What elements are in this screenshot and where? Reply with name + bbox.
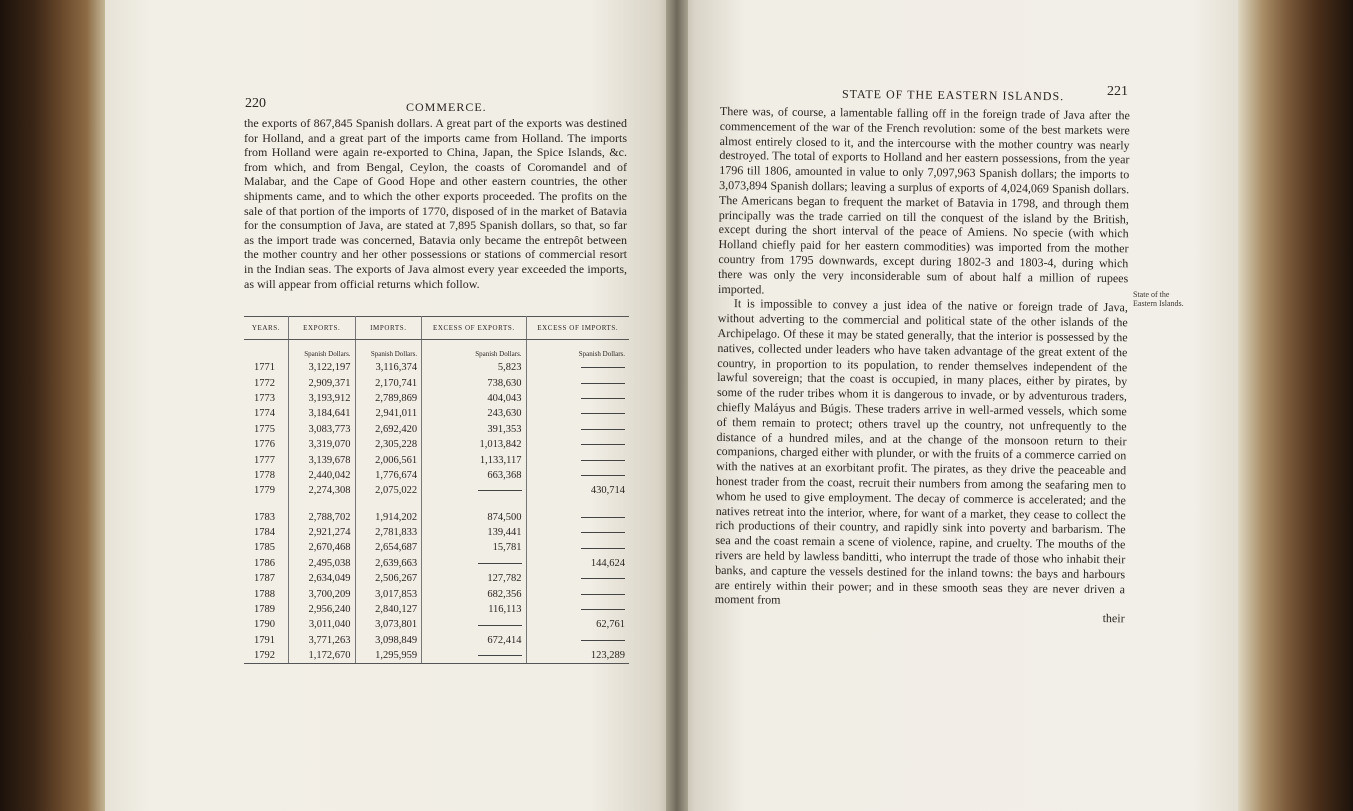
table-row: [244, 525, 629, 540]
empty-dash: [581, 413, 625, 414]
right-paragraph-2: It is impossible to convey a just idea of the native or foreign trade of Java, without adverting to the commercial and political state of the other islands of the Archipelago. Of these it may be stated generally, that the interior is possessed by the natives, collected under leaders who have taken advantage of the great extent of the country, in proportion to its population, to render themselves independent of the lawful sovereign; that the coast is occupied, in many places, either by pirates, by some of the ruder tribes whom it is dangerous to invade, or by adventurous traders, chiefly Maláyus and Búgis. These traders arrive in well-armed vessels, which some of them remain to protect; others travel up the country, not unfrequently to the distance of a hundred miles, and at the change of the monsoon return to their companions, charged either with plunder, or with the fruits of a commerce carried on with the natives at an exorbitant profit. The pirates, as they drive the peaceable and honest trader from the coast, recruit their numbers from among the seafaring men to whom he used to give employment. The decay of commerce is accelerated; and the natives retreat into the interior, where, for want of a market, they cease to collect the rich productions of their country, and rapidly sink into poverty and barbarism. The sea and the coast remain a scene of violence, rapine, and cruelty. The mouths of the rivers are held by lawless banditti, who interrupt the trade of those who inhabit their banks, and capture the vessels destined for the inland towns: the bays and harbours are entirely within their power; and in these smooth seas they are never driven a moment from: [714, 296, 1128, 607]
value-cell: 3,011,040: [289, 617, 356, 632]
empty-dash: [581, 367, 625, 368]
value-cell: 391,353: [422, 422, 526, 437]
value-cell: 1,295,959: [355, 648, 422, 664]
value-cell: 874,500: [422, 510, 526, 525]
col-header-excess-imports: EXCESS OF IMPORTS.: [526, 317, 629, 340]
right-body-text: [715, 104, 1130, 626]
empty-dash: [581, 475, 625, 476]
year-cell: 1789: [244, 602, 289, 617]
table-row: [244, 648, 629, 664]
value-cell: 2,170,741: [355, 375, 422, 390]
year-cell: 1787: [244, 571, 289, 586]
table-row: [244, 556, 629, 571]
value-cell: 2,840,127: [355, 602, 422, 617]
value-cell: [526, 375, 629, 390]
year-cell: 1786: [244, 556, 289, 571]
value-cell: 1,133,117: [422, 452, 526, 467]
table-row: [244, 510, 629, 525]
value-cell: 5,823: [422, 360, 526, 375]
catchword: their: [1102, 611, 1125, 626]
value-cell: 127,782: [422, 571, 526, 586]
year-cell: 1778: [244, 468, 289, 483]
table-row: [244, 437, 629, 452]
right-page-number: 221: [1107, 84, 1128, 99]
value-cell: 2,495,038: [289, 556, 356, 571]
empty-dash: [581, 460, 625, 461]
value-cell: 404,043: [422, 391, 526, 406]
value-cell: 144,624: [590, 557, 625, 569]
table-row: [244, 571, 629, 586]
value-cell: 2,305,228: [355, 437, 422, 452]
value-cell: [526, 360, 629, 375]
value-cell: 2,941,011: [355, 406, 422, 421]
right-paragraph-1: There was, of course, a lamentable falling off in the foreign trade of Java after the commencement of the war of the French revolution: some of the best markets were almost entirely closed to it, and the intercourse with the mother country was nearly destroyed. The total of exports to Holland and her eastern possessions, from the year 1796 till 1806, amounted in value to only 7,097,963 Spanish dollars; the imports to 3,073,894 Spanish dollars; leaving a surplus of exports of 4,024,069 Spanish dollars. The Americans began to frequent the market of Batavia in 1798, and through them principally was the trade carried on till the conquest of the island by the British, except during the short interval of the peace of Amiens. No specie (with which Holland chiefly paid for her eastern commodities) was imported from the mother country from 1795 downwards, except during 1802-3 and 1803-4, during which there was only the very inconsiderable sum of about half a million of rupees imported.: [717, 104, 1130, 297]
value-cell: 3,116,374: [355, 360, 422, 375]
year-cell: 1792: [244, 648, 289, 664]
value-cell: 3,139,678: [289, 452, 356, 467]
value-cell: 2,506,267: [355, 571, 422, 586]
trade-table: [244, 316, 629, 664]
value-cell: 2,789,869: [355, 391, 422, 406]
value-cell: 1,914,202: [355, 510, 422, 525]
value-cell: [526, 571, 629, 586]
book-edge-left: [0, 0, 115, 811]
value-cell: 2,075,022: [355, 483, 422, 498]
empty-dash: [581, 517, 625, 518]
value-cell: [526, 540, 629, 555]
value-cell: [526, 602, 629, 617]
value-cell: 2,692,420: [355, 422, 422, 437]
value-cell: 3,073,801: [355, 617, 422, 632]
value-cell: 3,098,849: [355, 633, 422, 648]
table-row: [244, 540, 629, 555]
left-running-head: COMMERCE.: [406, 100, 487, 114]
value-cell: 672,414: [422, 633, 526, 648]
table-row: [244, 633, 629, 648]
table-row: [244, 602, 629, 617]
value-cell: [526, 391, 629, 406]
value-cell: [526, 437, 629, 452]
year-cell: 1791: [244, 633, 289, 648]
empty-dash: [581, 578, 625, 579]
value-cell: [526, 468, 629, 483]
value-cell: 3,193,912: [289, 391, 356, 406]
year-cell: 1779: [244, 483, 289, 498]
empty-dash: [478, 655, 522, 656]
empty-dash: [581, 429, 625, 430]
empty-dash: [581, 444, 625, 445]
value-cell: [526, 452, 629, 467]
value-cell: 2,781,833: [355, 525, 422, 540]
value-cell: 1,776,674: [355, 468, 422, 483]
empty-dash: [581, 398, 625, 399]
table-row: [244, 617, 629, 632]
empty-dash: [478, 625, 522, 626]
value-cell: 123,289: [526, 648, 629, 664]
table-row: [244, 360, 629, 375]
value-cell: 116,113: [422, 602, 526, 617]
value-cell: 1,172,670: [289, 648, 356, 664]
value-cell: [526, 586, 629, 601]
table-header-row: [244, 317, 629, 340]
year-cell: 1785: [244, 540, 289, 555]
value-cell: 2,909,371: [289, 375, 356, 390]
value-cell: 682,356: [422, 586, 526, 601]
gap-cell: [526, 499, 629, 510]
value-cell: [422, 556, 526, 571]
empty-dash: [581, 640, 625, 641]
table-row: [244, 483, 629, 498]
value-cell: [526, 406, 629, 421]
book-edge-right: [1233, 0, 1353, 811]
value-cell: 2,670,468: [289, 540, 356, 555]
gap-cell: [289, 499, 356, 510]
year-cell: 1775: [244, 422, 289, 437]
col-header-years: YEARS.: [244, 317, 289, 340]
year-cell: 1772: [244, 375, 289, 390]
value-cell: 2,639,663: [355, 556, 422, 571]
value-cell: 243,630: [422, 406, 526, 421]
units-cell: Spanish Dollars.: [578, 350, 625, 358]
value-cell: 2,634,049: [289, 571, 356, 586]
col-header-exports: EXPORTS.: [289, 317, 356, 340]
empty-dash: [581, 383, 625, 384]
value-cell: 430,714: [590, 485, 625, 497]
empty-dash: [581, 548, 625, 549]
value-cell: 663,368: [422, 468, 526, 483]
year-cell: 1783: [244, 510, 289, 525]
empty-dash: [581, 532, 625, 533]
table-row: [244, 586, 629, 601]
group-gap: [244, 499, 629, 510]
value-cell: [422, 648, 526, 664]
gap-cell: [355, 499, 422, 510]
value-cell: [422, 617, 526, 632]
units-cell: Spanish Dollars.: [289, 340, 356, 361]
year-cell: 1777: [244, 452, 289, 467]
value-cell: 1,013,842: [422, 437, 526, 452]
units-cell: Spanish Dollars.: [355, 340, 422, 361]
value-cell: 15,781: [422, 540, 526, 555]
value-cell: 2,274,308: [289, 483, 356, 498]
value-cell: [422, 483, 526, 498]
empty-dash: [478, 563, 522, 564]
margin-note: State of the Eastern Islands.: [1133, 290, 1184, 308]
table-row: [244, 422, 629, 437]
value-cell: 3,122,197: [289, 360, 356, 375]
table-row: [244, 391, 629, 406]
book-gutter: [666, 0, 688, 811]
value-cell: 3,700,209: [289, 586, 356, 601]
year-cell: 1790: [244, 617, 289, 632]
left-body-text: [244, 116, 627, 291]
value-cell: 2,956,240: [289, 602, 356, 617]
value-cell: 2,788,702: [289, 510, 356, 525]
empty-dash: [478, 490, 522, 491]
left-page-number: 220: [245, 96, 266, 111]
year-cell: 1784: [244, 525, 289, 540]
value-cell: 3,771,263: [289, 633, 356, 648]
year-cell: 1774: [244, 406, 289, 421]
value-cell: [526, 633, 629, 648]
empty-dash: [581, 594, 625, 595]
year-cell: 1788: [244, 586, 289, 601]
value-cell: 2,440,042: [289, 468, 356, 483]
year-cell: 1773: [244, 391, 289, 406]
table-row: [244, 406, 629, 421]
value-cell: 3,083,773: [289, 422, 356, 437]
year-cell: 1776: [244, 437, 289, 452]
table-row: [244, 468, 629, 483]
value-cell: 139,441: [422, 525, 526, 540]
right-running-head: STATE OF THE EASTERN ISLANDS.: [841, 86, 1065, 104]
value-cell: 62,761: [596, 619, 625, 631]
value-cell: [526, 422, 629, 437]
value-cell: [526, 525, 629, 540]
left-paragraph: the exports of 867,845 Spanish dollars. A great part of the exports was destined for Holland, and a great part of the imports came from Holland. The imports from Holland were again re-exported to China, Japan, the Spice Islands, &c. from which, and from Bengal, Ceylon, the coasts of Coromandel and of Malabar, and the Cape of Good Hope and other eastern countries, the other shipments came, and to which the other exports proceeded. The profits on the sale of that portion of the imports of 1770, disposed of in the market of Batavia for the consumption of Java, are stated at 7,895 Spanish dollars, so that, so far as the import trade was concerned, Batavia only became the entrepôt between the mother country and her other possessions or stations of commercial resort in the Indian seas. The exports of Java almost every year exceeded the imports, as will appear from official returns which follow.: [244, 116, 627, 291]
value-cell: 3,017,853: [355, 586, 422, 601]
gap-cell: [422, 499, 526, 510]
empty-dash: [581, 609, 625, 610]
value-cell: 738,630: [422, 375, 526, 390]
value-cell: [526, 510, 629, 525]
table-row: [244, 452, 629, 467]
value-cell: 2,006,561: [355, 452, 422, 467]
col-header-excess-exports: EXCESS OF EXPORTS.: [422, 317, 526, 340]
year-cell: 1771: [244, 360, 289, 375]
col-header-imports: IMPORTS.: [355, 317, 422, 340]
value-cell: 2,921,274: [289, 525, 356, 540]
table-row: [244, 375, 629, 390]
value-cell: 3,319,070: [289, 437, 356, 452]
gap-cell: [244, 499, 289, 510]
units-cell: Spanish Dollars.: [422, 340, 526, 361]
value-cell: 3,184,641: [289, 406, 356, 421]
value-cell: 2,654,687: [355, 540, 422, 555]
units-row: [244, 340, 629, 361]
units-cell: [244, 340, 289, 361]
